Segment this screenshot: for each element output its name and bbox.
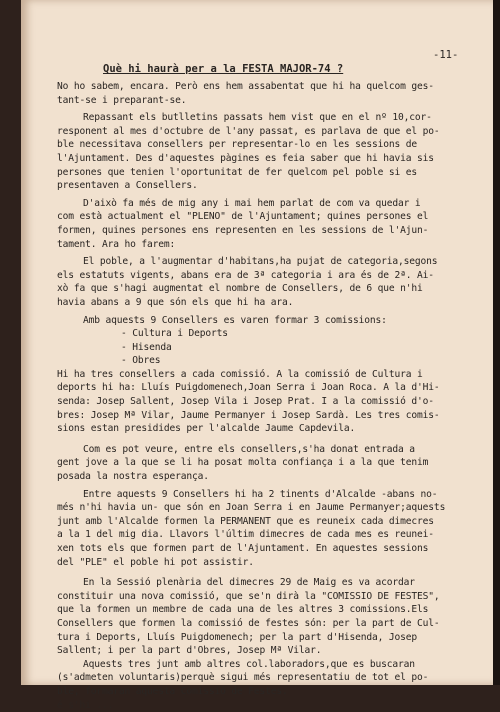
text-line: (s'admeten voluntaris)perquè sigui més representatiu de tot el po- [57, 672, 429, 684]
text-line: a la 1 del mig dia. Llavors l'últim dimecres de cada mes es reunei- [57, 529, 434, 541]
text-line: senda: Josep Sallent, Josep Vila i Josep Prat. I a la comissió d'o- [57, 396, 434, 408]
text-line: Consellers que formen la comissió de festes són: per la part de Cul- [57, 617, 440, 629]
text-line: Repassant els butlletins passats hem vist que en el nº 10,cor- [83, 112, 432, 124]
text-line: com està actualment el "PLENO" de l'Ajuntament; quines persones el [57, 211, 429, 223]
list-item: - Cultura i Deports [121, 328, 228, 340]
text-line: posada la nostra esperança. [57, 471, 209, 483]
text-line: formen, quines persones ens representen en les sessions de l'Ajun- [57, 224, 429, 236]
text-line: gent jove a la que se li ha posat molta confiança i a la que tenim [57, 457, 429, 469]
text-line: que la formen un membre de cada una de les altres 3 comissions.Els [57, 604, 429, 616]
text-line: sions estan presidides per l'alcalde Jaume Capdevila. [57, 423, 356, 435]
text-line: ble necessitava consellers per representar-lo en les sessions de [57, 139, 418, 151]
list-item: - Hisenda [121, 341, 172, 353]
text-line: constituir una nova comissió, que se'n dirà la "COMISSIO DE FESTES", [57, 590, 440, 602]
list-item: - Obres [121, 355, 161, 367]
text-line: deports hi ha: Lluís Puigdomenech,Joan Serra i Joan Roca. A la d'Hi- [57, 382, 440, 394]
text-line: D'això fa més de mig any i mai hem parlat de com va quedar i [83, 197, 421, 209]
text-line: xò fa que s'hagi augmentat el nombre de Consellers, de 6 que n'hi [57, 283, 423, 295]
document-page [21, 0, 493, 711]
text-line: xen tots els que formen part de l'Ajuntament. En aquestes sessions [57, 543, 429, 554]
text-line: Com es pot veure, entre els consellers,s'ha donat entrada a [83, 443, 415, 455]
text-line: els estatuts vigents, abans era de 3ª categoria i ara és de 2ª. Ai- [57, 269, 434, 281]
article-heading: Què hi haurà per a la FESTA MAJOR-74 ? [103, 63, 344, 75]
text-line: tant-se i preparant-se. [57, 94, 187, 106]
article-body [57, 80, 487, 712]
page-number: -11- [433, 49, 459, 61]
text-line: tura i Deports, Lluís Puigdomenech; per la part d'Hisenda, Josep [57, 631, 418, 643]
text-line: junt amb l'Alcalde formen la PERMANENT que es reuneix cada dimecres [57, 515, 434, 527]
text-line: Aquests tres junt amb altres col.laboradors,que es buscaran [83, 658, 415, 670]
text-line: bres: Josep Mª Vilar, Jaume Permanyer i Josep Sardà. Les tres comis- [57, 409, 440, 421]
text-line: No ho sabem, encara. Però ens hem assabentat que hi ha quelcom ges- [57, 81, 434, 92]
text-line: ble, formaran aquesta Comissió de Festes. [57, 685, 288, 697]
text-line: tament. Ara ho farem: [57, 238, 176, 250]
text-line: Hi ha tres consellers a cada comissió. A la comissió de Cultura i [57, 368, 423, 380]
text-line: responent al mes d'octubre de l'any passat, es parlava de que el po- [57, 125, 440, 137]
text-line: El poble, a l'augmentar d'habitans,ha pujat de categoria,segons [83, 256, 438, 268]
text-line: Entre aquests 9 Consellers hi ha 2 tinents d'Alcalde -abans no- [83, 488, 438, 500]
scan-edge [493, 0, 500, 685]
text-line: Sallent; i per la part d'Obres, Josep Mª Vilar. [57, 645, 322, 657]
text-line: havia abans a 9 que són els que hi ha ara. [57, 296, 294, 308]
text-line: més n'hi havia un- que són en Joan Serra i en Jaume Permanyer;aquests [57, 502, 446, 514]
text-line: persones que tenien l'oportunitat de fer quelcom pel poble si es [57, 166, 418, 178]
text-line: presentaven a Consellers. [57, 180, 198, 192]
cut-off-line: é s'hi ... [57, 699, 114, 711]
text-line: En la Sessió plenària del dimecres 29 de Maig es va acordar [83, 577, 415, 589]
text-line: l'Ajuntament. Des d'aquestes pàgines es feia saber que hi havia sis [57, 152, 434, 164]
text-line: del "PLE" el poble hi pot assistir. [57, 556, 254, 568]
text-line: Amb aquests 9 Consellers es varen formar 3 comissions: [83, 314, 387, 326]
